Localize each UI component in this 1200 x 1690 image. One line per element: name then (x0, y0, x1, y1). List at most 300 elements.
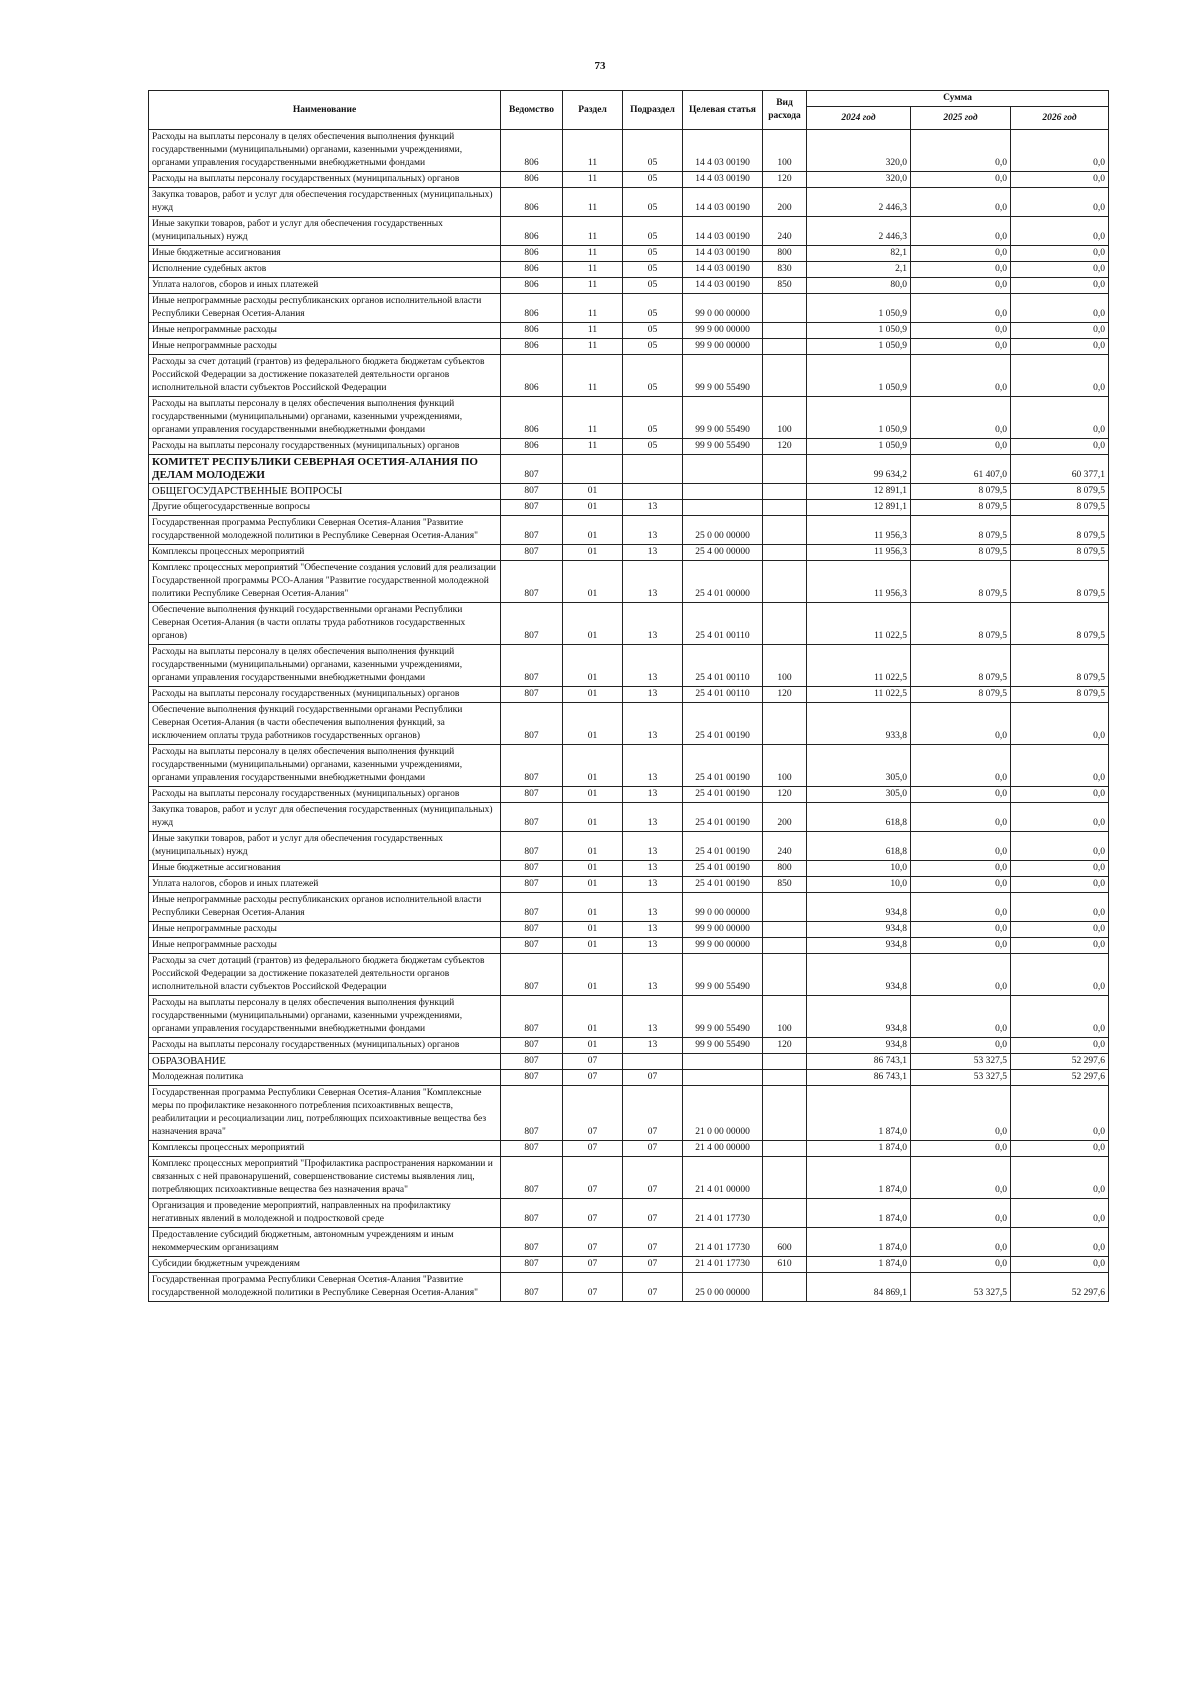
cell-2026: 8 079,5 (1011, 545, 1109, 561)
cell-2025: 53 327,5 (911, 1070, 1011, 1086)
cell-2026: 8 079,5 (1011, 687, 1109, 703)
cell-subsection: 05 (623, 217, 683, 246)
cell-name: ОБРАЗОВАНИЕ (149, 1054, 501, 1070)
cell-dept: 807 (501, 832, 563, 861)
cell-kind: 100 (763, 645, 807, 687)
cell-name: Расходы на выплаты персоналу в целях обеспечения выполнения функций государственными (муниципальными) органами, казенными учреждениями, органами управления государственными внебюджетными фондами (149, 645, 501, 687)
cell-subsection: 13 (623, 938, 683, 954)
cell-2024: 934,8 (807, 938, 911, 954)
header-year-2026: 2026 год (1011, 107, 1109, 130)
cell-section: 07 (563, 1141, 623, 1157)
cell-2025: 0,0 (911, 832, 1011, 861)
cell-dept: 807 (501, 1157, 563, 1199)
cell-dept: 807 (501, 645, 563, 687)
cell-section: 01 (563, 687, 623, 703)
cell-target: 99 9 00 55490 (683, 439, 763, 455)
table-row (149, 1228, 1109, 1257)
cell-name: Расходы на выплаты персоналу государственных (муниципальных) органов (149, 687, 501, 703)
cell-2026: 0,0 (1011, 130, 1109, 172)
cell-subsection: 13 (623, 645, 683, 687)
table-row (149, 922, 1109, 938)
cell-name: Обеспечение выполнения функций государственными органами Республики Северная Осетия-Алания (в части обеспечения выполнения функций, за исключением оплаты труда работников государственных органов) (149, 703, 501, 745)
header-sum: Сумма (807, 91, 1109, 107)
cell-dept: 807 (501, 1141, 563, 1157)
table-row (149, 745, 1109, 787)
table-row (149, 1273, 1109, 1302)
cell-subsection: 13 (623, 954, 683, 996)
cell-section: 01 (563, 922, 623, 938)
cell-kind: 800 (763, 861, 807, 877)
cell-kind (763, 455, 807, 484)
cell-2026: 0,0 (1011, 323, 1109, 339)
cell-subsection: 05 (623, 439, 683, 455)
cell-dept: 806 (501, 130, 563, 172)
cell-2024: 305,0 (807, 787, 911, 803)
cell-target: 14 4 03 00190 (683, 188, 763, 217)
table-row (149, 545, 1109, 561)
cell-subsection: 13 (623, 1038, 683, 1054)
cell-kind (763, 339, 807, 355)
cell-2026: 0,0 (1011, 339, 1109, 355)
cell-2024: 1 874,0 (807, 1199, 911, 1228)
cell-dept: 807 (501, 1086, 563, 1141)
cell-dept: 807 (501, 922, 563, 938)
cell-subsection: 13 (623, 561, 683, 603)
header-year-2024: 2024 год (807, 107, 911, 130)
table-header (149, 91, 1109, 130)
cell-dept: 807 (501, 500, 563, 516)
cell-kind: 100 (763, 397, 807, 439)
cell-2024: 934,8 (807, 893, 911, 922)
cell-dept: 807 (501, 1038, 563, 1054)
cell-2026: 0,0 (1011, 922, 1109, 938)
cell-name: Расходы на выплаты персоналу в целях обеспечения выполнения функций государственными (муниципальными) органами, казенными учреждениями, органами управления государственными внебюджетными фондами (149, 996, 501, 1038)
cell-target: 14 4 03 00190 (683, 217, 763, 246)
cell-2024: 934,8 (807, 922, 911, 938)
cell-dept: 807 (501, 996, 563, 1038)
cell-target: 21 0 00 00000 (683, 1086, 763, 1141)
table-row (149, 1038, 1109, 1054)
cell-target: 25 4 00 00000 (683, 545, 763, 561)
cell-name: Предоставление субсидий бюджетным, автономным учреждениям и иным некоммерческим организациям (149, 1228, 501, 1257)
cell-subsection: 05 (623, 278, 683, 294)
cell-name: Закупка товаров, работ и услуг для обеспечения государственных (муниципальных) нужд (149, 803, 501, 832)
cell-2024: 934,8 (807, 996, 911, 1038)
cell-2025: 0,0 (911, 355, 1011, 397)
cell-kind (763, 1054, 807, 1070)
cell-dept: 806 (501, 217, 563, 246)
cell-kind (763, 1199, 807, 1228)
cell-2026: 8 079,5 (1011, 500, 1109, 516)
cell-subsection: 13 (623, 500, 683, 516)
cell-2025: 0,0 (911, 397, 1011, 439)
cell-kind: 240 (763, 832, 807, 861)
cell-2024: 1 874,0 (807, 1141, 911, 1157)
cell-2026: 0,0 (1011, 1228, 1109, 1257)
cell-dept: 807 (501, 545, 563, 561)
cell-target (683, 500, 763, 516)
cell-2025: 0,0 (911, 954, 1011, 996)
cell-section: 11 (563, 246, 623, 262)
cell-2026: 0,0 (1011, 1141, 1109, 1157)
table-row (149, 1054, 1109, 1070)
table-row (149, 294, 1109, 323)
cell-2026: 0,0 (1011, 355, 1109, 397)
cell-2026: 60 377,1 (1011, 455, 1109, 484)
cell-2026: 52 297,6 (1011, 1273, 1109, 1302)
cell-dept: 806 (501, 246, 563, 262)
cell-2025: 0,0 (911, 1199, 1011, 1228)
cell-2024: 320,0 (807, 130, 911, 172)
cell-2024: 11 022,5 (807, 687, 911, 703)
cell-name: Расходы на выплаты персоналу в целях обеспечения выполнения функций государственными (муниципальными) органами, казенными учреждениями, органами управления государственными внебюджетными фондами (149, 397, 501, 439)
cell-2025: 0,0 (911, 278, 1011, 294)
cell-2024: 1 874,0 (807, 1257, 911, 1273)
cell-section: 07 (563, 1086, 623, 1141)
cell-subsection: 05 (623, 262, 683, 278)
cell-kind (763, 1157, 807, 1199)
cell-kind: 100 (763, 130, 807, 172)
cell-name: Расходы на выплаты персоналу государственных (муниципальных) органов (149, 172, 501, 188)
cell-subsection: 07 (623, 1273, 683, 1302)
cell-section: 01 (563, 603, 623, 645)
cell-target: 99 9 00 55490 (683, 996, 763, 1038)
cell-section: 07 (563, 1273, 623, 1302)
cell-name: Расходы на выплаты персоналу в целях обеспечения выполнения функций государственными (муниципальными) органами, казенными учреждениями, органами управления государственными внебюджетными фондами (149, 130, 501, 172)
cell-kind: 120 (763, 687, 807, 703)
cell-section: 07 (563, 1157, 623, 1199)
cell-dept: 807 (501, 1273, 563, 1302)
table-row (149, 500, 1109, 516)
cell-2026: 8 079,5 (1011, 561, 1109, 603)
cell-2026: 0,0 (1011, 439, 1109, 455)
cell-2026: 0,0 (1011, 217, 1109, 246)
cell-name: Государственная программа Республики Северная Осетия-Алания "Развитие государственной молодежной политики в Республике Северная Осетия-Алания" (149, 516, 501, 545)
cell-subsection: 13 (623, 893, 683, 922)
cell-kind: 610 (763, 1257, 807, 1273)
cell-target: 14 4 03 00190 (683, 262, 763, 278)
table-row (149, 861, 1109, 877)
cell-2025: 0,0 (911, 1086, 1011, 1141)
cell-dept: 807 (501, 745, 563, 787)
cell-dept: 806 (501, 188, 563, 217)
cell-2024: 12 891,1 (807, 484, 911, 500)
cell-target (683, 1054, 763, 1070)
cell-name: Уплата налогов, сборов и иных платежей (149, 278, 501, 294)
cell-kind (763, 355, 807, 397)
table-row (149, 1257, 1109, 1273)
cell-2026: 0,0 (1011, 278, 1109, 294)
table-row (149, 130, 1109, 172)
header-target: Целевая статья (683, 91, 763, 130)
cell-2025: 0,0 (911, 893, 1011, 922)
table-row (149, 484, 1109, 500)
cell-section: 01 (563, 516, 623, 545)
cell-subsection: 13 (623, 996, 683, 1038)
cell-2025: 8 079,5 (911, 484, 1011, 500)
cell-2025: 0,0 (911, 217, 1011, 246)
cell-2024: 618,8 (807, 832, 911, 861)
cell-target: 25 4 01 00110 (683, 645, 763, 687)
cell-section: 01 (563, 877, 623, 893)
table-row (149, 278, 1109, 294)
cell-name: ОБЩЕГОСУДАРСТВЕННЫЕ ВОПРОСЫ (149, 484, 501, 500)
cell-2025: 0,0 (911, 1257, 1011, 1273)
cell-kind (763, 703, 807, 745)
cell-name: Расходы на выплаты персоналу в целях обеспечения выполнения функций государственными (муниципальными) органами, казенными учреждениями, органами управления государственными внебюджетными фондами (149, 745, 501, 787)
cell-dept: 806 (501, 278, 563, 294)
cell-section: 01 (563, 832, 623, 861)
cell-subsection: 13 (623, 603, 683, 645)
cell-2024: 11 956,3 (807, 545, 911, 561)
cell-2026: 0,0 (1011, 996, 1109, 1038)
cell-dept: 807 (501, 1228, 563, 1257)
cell-2024: 12 891,1 (807, 500, 911, 516)
table-row (149, 1157, 1109, 1199)
cell-dept: 807 (501, 603, 563, 645)
cell-kind: 200 (763, 188, 807, 217)
cell-subsection: 13 (623, 861, 683, 877)
cell-section: 01 (563, 803, 623, 832)
cell-target: 25 4 01 00190 (683, 787, 763, 803)
cell-name: Иные бюджетные ассигнования (149, 246, 501, 262)
table-row (149, 938, 1109, 954)
cell-kind: 120 (763, 787, 807, 803)
cell-2026: 0,0 (1011, 172, 1109, 188)
cell-kind (763, 294, 807, 323)
table-row (149, 323, 1109, 339)
cell-name: Комплексы процессных мероприятий (149, 545, 501, 561)
cell-target: 25 4 01 00190 (683, 703, 763, 745)
table-row (149, 877, 1109, 893)
table-body (149, 130, 1109, 1302)
cell-kind (763, 938, 807, 954)
cell-subsection (623, 1054, 683, 1070)
cell-subsection: 05 (623, 339, 683, 355)
cell-kind (763, 603, 807, 645)
cell-target: 99 9 00 00000 (683, 922, 763, 938)
cell-target: 99 9 00 55490 (683, 355, 763, 397)
table-row (149, 996, 1109, 1038)
cell-2026: 0,0 (1011, 1086, 1109, 1141)
cell-2024: 1 050,9 (807, 439, 911, 455)
cell-section: 11 (563, 172, 623, 188)
cell-name: Другие общегосударственные вопросы (149, 500, 501, 516)
cell-name: Комплекс процессных мероприятий "Профилактика распространения наркомании и связанных с ней правонарушений, совершенствование системы выявления лиц, потребляющих психоактивные вещества без назначения врача" (149, 1157, 501, 1199)
cell-2025: 8 079,5 (911, 603, 1011, 645)
cell-name: Иные непрограммные расходы (149, 938, 501, 954)
cell-subsection (623, 484, 683, 500)
cell-2025: 53 327,5 (911, 1273, 1011, 1302)
cell-2024: 1 874,0 (807, 1086, 911, 1141)
cell-name: Расходы на выплаты персоналу государственных (муниципальных) органов (149, 439, 501, 455)
table-row (149, 832, 1109, 861)
table-row (149, 439, 1109, 455)
cell-subsection: 13 (623, 516, 683, 545)
cell-2025: 0,0 (911, 996, 1011, 1038)
cell-2025: 61 407,0 (911, 455, 1011, 484)
table-row (149, 803, 1109, 832)
cell-target: 25 4 01 00190 (683, 803, 763, 832)
cell-kind (763, 1086, 807, 1141)
table-row (149, 1086, 1109, 1141)
cell-target: 99 0 00 00000 (683, 294, 763, 323)
cell-section: 01 (563, 703, 623, 745)
cell-kind (763, 484, 807, 500)
cell-section: 11 (563, 217, 623, 246)
cell-name: Комплекс процессных мероприятий "Обеспечение создания условий для реализации Государственной программы РСО-Алания "Развитие государственной молодежной политики Республике Северная Осетия-Алания" (149, 561, 501, 603)
table-row (149, 246, 1109, 262)
cell-2026: 8 079,5 (1011, 484, 1109, 500)
cell-2025: 0,0 (911, 803, 1011, 832)
cell-target: 99 9 00 00000 (683, 938, 763, 954)
cell-name: Комплексы процессных мероприятий (149, 1141, 501, 1157)
table-row (149, 217, 1109, 246)
cell-2024: 99 634,2 (807, 455, 911, 484)
cell-subsection: 07 (623, 1141, 683, 1157)
cell-subsection: 05 (623, 355, 683, 397)
header-year-2025: 2025 год (911, 107, 1011, 130)
cell-dept: 807 (501, 561, 563, 603)
cell-2025: 8 079,5 (911, 516, 1011, 545)
header-subsection: Подраздел (623, 91, 683, 130)
cell-dept: 806 (501, 172, 563, 188)
table-row (149, 703, 1109, 745)
cell-target: 25 4 01 00000 (683, 561, 763, 603)
cell-2026: 0,0 (1011, 1257, 1109, 1273)
cell-2026: 0,0 (1011, 787, 1109, 803)
table-row (149, 1141, 1109, 1157)
cell-target: 25 0 00 00000 (683, 1273, 763, 1302)
cell-kind: 850 (763, 877, 807, 893)
cell-target: 21 4 00 00000 (683, 1141, 763, 1157)
cell-target: 25 4 01 00110 (683, 603, 763, 645)
cell-2026: 0,0 (1011, 893, 1109, 922)
cell-2024: 10,0 (807, 877, 911, 893)
cell-kind (763, 922, 807, 938)
cell-subsection: 13 (623, 545, 683, 561)
cell-kind (763, 954, 807, 996)
cell-target: 14 4 03 00190 (683, 246, 763, 262)
cell-2024: 1 050,9 (807, 339, 911, 355)
cell-name: Иные непрограммные расходы (149, 922, 501, 938)
cell-target: 21 4 01 00000 (683, 1157, 763, 1199)
cell-2024: 1 050,9 (807, 323, 911, 339)
cell-2024: 1 874,0 (807, 1228, 911, 1257)
table-row (149, 262, 1109, 278)
cell-target: 99 9 00 00000 (683, 339, 763, 355)
cell-kind: 120 (763, 439, 807, 455)
cell-2024: 933,8 (807, 703, 911, 745)
cell-subsection: 05 (623, 130, 683, 172)
cell-2025: 0,0 (911, 1228, 1011, 1257)
cell-dept: 807 (501, 877, 563, 893)
cell-name: Иные непрограммные расходы республиканских органов исполнительной власти Республики Северная Осетия-Алания (149, 893, 501, 922)
table-row (149, 603, 1109, 645)
cell-2025: 8 079,5 (911, 500, 1011, 516)
cell-2024: 11 956,3 (807, 516, 911, 545)
cell-dept: 807 (501, 1054, 563, 1070)
cell-2025: 8 079,5 (911, 561, 1011, 603)
cell-section: 11 (563, 355, 623, 397)
table-row (149, 954, 1109, 996)
cell-target (683, 455, 763, 484)
cell-subsection: 07 (623, 1070, 683, 1086)
cell-dept: 807 (501, 938, 563, 954)
cell-kind: 100 (763, 996, 807, 1038)
cell-2025: 0,0 (911, 339, 1011, 355)
cell-target: 99 0 00 00000 (683, 893, 763, 922)
cell-2025: 0,0 (911, 1141, 1011, 1157)
cell-section: 01 (563, 484, 623, 500)
cell-subsection: 05 (623, 397, 683, 439)
cell-2024: 11 956,3 (807, 561, 911, 603)
cell-2025: 0,0 (911, 745, 1011, 787)
cell-name: Иные закупки товаров, работ и услуг для обеспечения государственных (муниципальных) нужд (149, 832, 501, 861)
cell-dept: 807 (501, 1257, 563, 1273)
cell-subsection: 05 (623, 323, 683, 339)
cell-2024: 618,8 (807, 803, 911, 832)
table-row (149, 687, 1109, 703)
cell-section: 01 (563, 1038, 623, 1054)
cell-target: 14 4 03 00190 (683, 278, 763, 294)
cell-dept: 806 (501, 323, 563, 339)
cell-2025: 0,0 (911, 1038, 1011, 1054)
cell-subsection: 07 (623, 1228, 683, 1257)
cell-kind (763, 545, 807, 561)
cell-name: Расходы за счет дотаций (грантов) из федерального бюджета бюджетам субъектов Российской Федерации за достижение показателей деятельности органов исполнительной власти субъектов Российской Федерации (149, 954, 501, 996)
cell-kind (763, 561, 807, 603)
table-row (149, 1199, 1109, 1228)
cell-subsection: 07 (623, 1086, 683, 1141)
cell-name: Иные непрограммные расходы (149, 339, 501, 355)
cell-name: Иные непрограммные расходы республиканских органов исполнительной власти Республики Северная Осетия-Алания (149, 294, 501, 323)
cell-section: 11 (563, 188, 623, 217)
cell-2025: 0,0 (911, 323, 1011, 339)
cell-kind: 850 (763, 278, 807, 294)
cell-2025: 0,0 (911, 439, 1011, 455)
cell-2026: 0,0 (1011, 1199, 1109, 1228)
cell-name: Расходы за счет дотаций (грантов) из федерального бюджета бюджетам субъектов Российской Федерации за достижение показателей деятельности органов исполнительной власти субъектов Российской Федерации (149, 355, 501, 397)
cell-target: 25 4 01 00190 (683, 745, 763, 787)
cell-section: 01 (563, 954, 623, 996)
cell-2026: 0,0 (1011, 294, 1109, 323)
cell-2024: 934,8 (807, 1038, 911, 1054)
cell-kind: 800 (763, 246, 807, 262)
cell-kind (763, 1070, 807, 1086)
cell-name: Уплата налогов, сборов и иных платежей (149, 877, 501, 893)
cell-2026: 0,0 (1011, 397, 1109, 439)
cell-subsection (623, 455, 683, 484)
budget-table (148, 90, 1109, 1302)
cell-target: 99 9 00 55490 (683, 954, 763, 996)
cell-2026: 0,0 (1011, 188, 1109, 217)
cell-2024: 1 050,9 (807, 397, 911, 439)
cell-subsection: 05 (623, 246, 683, 262)
cell-kind: 240 (763, 217, 807, 246)
cell-section: 01 (563, 500, 623, 516)
cell-dept: 806 (501, 294, 563, 323)
cell-2026: 0,0 (1011, 877, 1109, 893)
table-row (149, 516, 1109, 545)
cell-dept: 807 (501, 687, 563, 703)
cell-section: 07 (563, 1228, 623, 1257)
cell-dept: 807 (501, 1070, 563, 1086)
cell-dept: 807 (501, 803, 563, 832)
cell-kind: 120 (763, 1038, 807, 1054)
table-row (149, 787, 1109, 803)
cell-2024: 84 869,1 (807, 1273, 911, 1302)
